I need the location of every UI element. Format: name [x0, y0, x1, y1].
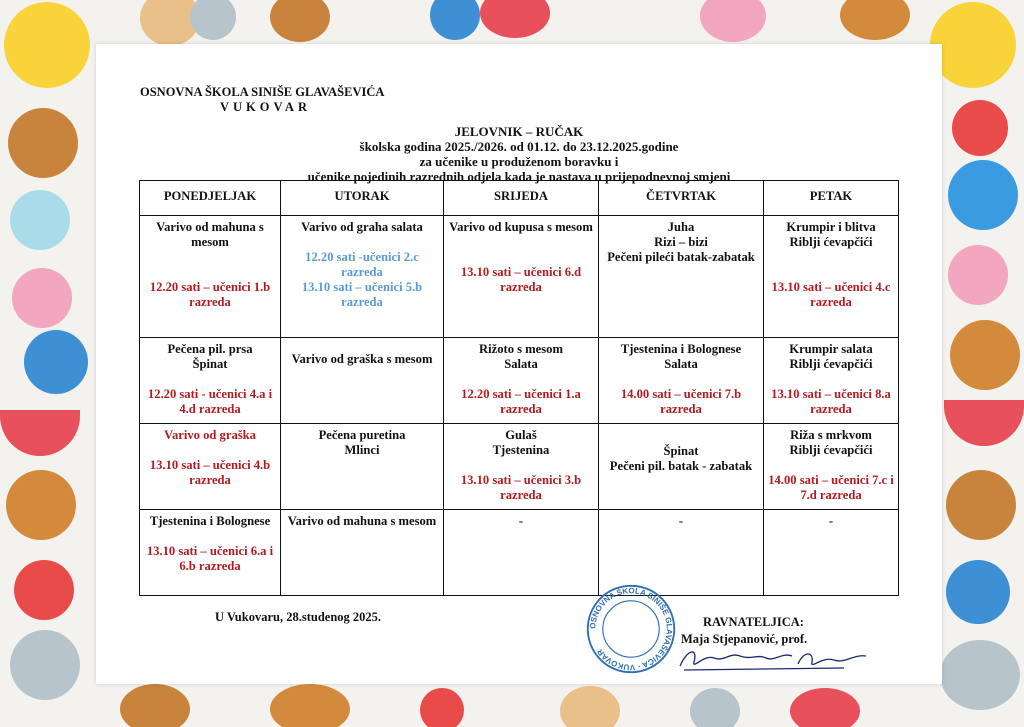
menu-cell [281, 424, 444, 510]
meal-text: Salata [504, 357, 538, 371]
class-note: 12.20 sati – učenici 1.a razreda [461, 387, 581, 416]
meal-text: Gulaš [505, 428, 537, 442]
table-row [140, 424, 899, 510]
hotdog-icon [840, 0, 910, 40]
cupcake-icon [700, 0, 766, 42]
table-row [140, 216, 899, 338]
cupcake-icon [560, 686, 620, 727]
burger-icon [8, 108, 78, 178]
menu-cell [444, 424, 599, 510]
class-note: 13.10 sati – učenici 5.b razreda [301, 280, 423, 309]
place-date: U Vukovaru, 28.studenog 2025. [215, 610, 382, 624]
meal-text: Tjestenina i Bolognese [149, 514, 271, 528]
cutlery-icon [190, 0, 236, 40]
bowl-icon [946, 560, 1010, 624]
menu-cell [764, 510, 899, 596]
hotdog-icon [950, 320, 1020, 390]
meal-text: Juha [667, 220, 695, 234]
strawberry-icon [14, 560, 74, 620]
day-header: PETAK [764, 181, 899, 216]
meal-text: Krumpir salata [789, 342, 873, 356]
menu-cell [444, 510, 599, 596]
drink-icon [10, 190, 70, 250]
day-header: PONEDJELJAK [140, 181, 281, 216]
menu-title: JELOVNIK – RUČAK [454, 124, 584, 139]
watermelon-icon [0, 410, 80, 456]
menu-cell [599, 424, 764, 510]
day-header: ČETVRTAK [599, 181, 764, 216]
watermelon-icon [790, 688, 860, 727]
menu-cell [599, 338, 764, 424]
sun-icon [4, 2, 90, 88]
menu-cell [444, 216, 599, 338]
menu-heading [96, 124, 942, 184]
burger-icon [120, 684, 190, 727]
meal-text: Varivo od graha salata [301, 220, 423, 234]
meal-text: Tjestenina [492, 443, 550, 457]
principal-title: RAVNATELJICA: [703, 615, 804, 629]
meal-text: Krumpir i blitva [786, 220, 876, 234]
table-row [140, 510, 899, 596]
meal-text: Varivo od graška s mesom [291, 352, 433, 366]
menu-cell [140, 510, 281, 596]
hotdog-icon [270, 684, 350, 727]
class-note: 14.00 sati – učenici 7.c i 7.d razreda [768, 473, 894, 502]
meal-text: - [828, 514, 834, 528]
meal-text: Mlinci [344, 443, 380, 457]
menu-cell [281, 338, 444, 424]
menu-cell [140, 216, 281, 338]
burger-icon [946, 470, 1016, 540]
meal-text: Varivo od kupusa s mesom [449, 220, 593, 234]
meal-text: Tjestenina i Bolognese [620, 342, 742, 356]
menu-cell [281, 216, 444, 338]
menu-cell [764, 216, 899, 338]
menu-cell [140, 338, 281, 424]
cutlery-icon [940, 640, 1020, 710]
school-header [140, 85, 384, 115]
cutlery-icon [10, 630, 80, 700]
class-note: 12.20 sati – učenici 1.b razreda [149, 280, 271, 309]
strawberry-icon [420, 688, 464, 727]
svg-text:OSNOVNA ŠKOLA SINIŠE GLAVAŠEVI [588, 586, 674, 672]
menu-cell [444, 338, 599, 424]
meal-text: Riblji ćevapčići [789, 235, 873, 249]
ice-cream-icon [948, 245, 1008, 305]
menu-cell [599, 216, 764, 338]
bowl-icon [430, 0, 480, 40]
day-header: UTORAK [281, 181, 444, 216]
meal-text: Varivo od graška [164, 428, 256, 442]
meal-text: Špinat [192, 357, 228, 371]
watermelon-icon [480, 0, 550, 38]
class-note: 12.20 sati - učenici 4.a i 4.d razreda [147, 387, 273, 416]
table-row [140, 338, 899, 424]
cutlery-icon [690, 688, 740, 727]
meal-text: Riblji ćevapčići [789, 357, 873, 371]
menu-table [139, 180, 899, 596]
class-note: 13.10 sati – učenici 6.d razreda [460, 265, 582, 294]
meal-text: Rižoto s mesom [479, 342, 563, 356]
strawberry-icon [952, 100, 1008, 156]
meal-text: Varivo od mahuna s mesom [287, 514, 437, 528]
class-note: 13.10 sati – učenici 4.b razreda [149, 458, 271, 487]
watermelon-icon [944, 400, 1024, 446]
bowl-icon [24, 330, 88, 394]
school-name: OSNOVNA ŠKOLA SINIŠE GLAVAŠEVIĆA [140, 85, 385, 99]
burger-icon [948, 160, 1018, 230]
class-note: 13.10 sati – učenici 4.c razreda [771, 280, 891, 309]
table-header-row [140, 181, 899, 216]
meal-text: - [678, 514, 684, 528]
school-stamp [584, 582, 678, 676]
menu-cell [281, 510, 444, 596]
class-note: 13.10 sati – učenici 6.a i 6.b razreda [146, 544, 274, 573]
principal-block [681, 614, 807, 648]
hotdog-icon [6, 470, 76, 540]
class-note: 13.10 sati – učenici 3.b razreda [460, 473, 582, 502]
ice-cream-icon [12, 268, 72, 328]
meal-text: Riža s mrkvom [790, 428, 872, 442]
meal-text: - [518, 514, 524, 528]
audience-line: za učenike u produženom boravku i [419, 154, 619, 169]
school-city: VUKOVAR [220, 100, 311, 114]
menu-cell [764, 424, 899, 510]
meal-text: Pečena pil. prsa [167, 342, 253, 356]
meal-text: Rizi – bizi [654, 235, 708, 249]
menu-cell [140, 424, 281, 510]
meal-text: Pečeni pil. batak - zabatak [609, 459, 753, 473]
meal-text: Špinat [663, 444, 699, 458]
meal-text: Riblji ćevapčići [789, 443, 873, 457]
menu-cell [764, 338, 899, 424]
meal-text: Pečeni pileći batak-zabatak [607, 250, 755, 264]
menu-document [96, 44, 942, 684]
audience-line-2: učenike pojedinih razrednih odjela kada je nastava u prijepodnevnoj smjeni [307, 169, 731, 184]
class-note: 13.10 sati – učenici 8.a razreda [771, 387, 891, 416]
meal-text: Salata [664, 357, 698, 371]
day-header: SRIJEDA [444, 181, 599, 216]
stamp-text: OSNOVNA ŠKOLA SINIŠE GLAVAŠEVIĆA · VUKOVAR [588, 586, 674, 672]
meal-text: Pečena puretina [318, 428, 406, 442]
sun-icon [930, 2, 1016, 88]
class-note: 12.20 sati -učenici 2.c razreda [305, 250, 419, 279]
signature [674, 644, 874, 674]
school-year-line: školska godina 2025./2026. od 01.12. do 23.12.2025.godine [359, 139, 679, 154]
burger-icon [270, 0, 330, 42]
class-note: 14.00 sati – učenici 7.b razreda [620, 387, 742, 416]
meal-text: Varivo od mahuna s mesom [156, 220, 264, 249]
principal-name: Maja Stjepanović, prof. [681, 632, 808, 646]
